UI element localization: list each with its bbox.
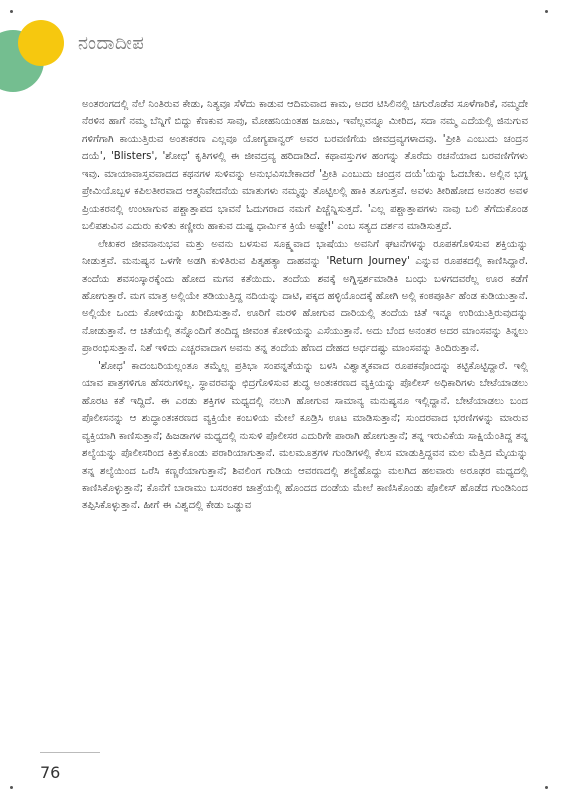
running-header-title: ನಂದಾದೀಪ xyxy=(78,33,145,54)
crop-mark xyxy=(10,10,13,13)
paragraph: ಲೇಖಕರ ಜೀವನಾನುಭವ ಮತ್ತು ಅವನು ಬಳಸುವ ಸೂಕ್ಷ್ಮವಾದ ಭಾಷೆಯು ಅವನಿಗೆ ಘಟನೆಗಳನ್ನು ರೂಪಕಗೊಳಿಸುವ ಶಕ್ತಿಯನ್ನು ನೀಡುತ್ತವೆ. ಮನುಷ್ಯನ ಒಳಗೇ ಅಡಗಿ ಕುಳಿತಿರುವ ಪಿತೃಹತ್ಯಾ ದಾಹವನ್ನು 'Return Journey' ಎನ್ನುವ ರೂಪಕದಲ್ಲಿ ಕಾಣಿಸಿದ್ದಾರೆ. ತಂದೆಯ ಶವಸಂಸ್ಕಾರಕ್ಕೆಂದು ಹೋದ ಮಗನ ಕತೆಯಿದು. ತಂದೆಯ ಶವಕ್ಕೆ ಅಗ್ನಿಸ್ಪರ್ಶಮಾಡಿಕಿ ಬಂಧು ಬಳಗದವರೆಲ್ಲ ಊರ ಕಡೆಗೆ ಹೋಗುತ್ತಾರೆ. ಮಗ ಮಾತ್ರ ಅಲ್ಲಿಯೇ ತಡಿಯುತ್ತಿದ್ದ ನದಿಯನ್ನು ದಾಟಿ, ಪಕ್ಕದ ಹಳ್ಳಿಯೊಂದಕ್ಕೆ ಹೋಗಿ ಅಲ್ಲಿ ಕಂಠಪೂರ್ತಿ ಹೆಂಡ ಕುಡಿಯುತ್ತಾನೆ. ಅಲ್ಲಿಯೇ ಒಂದು ಕೋಳಿಯನ್ನು ಖರೀದಿಸುತ್ತಾನೆ. ಊರಿಗೆ ಮರಳಿ ಹೋಗುವ ದಾರಿಯಲ್ಲಿ ತಂದೆಯ ಚಿತೆ ಇನ್ನೂ ಉರಿಯುತ್ತಿರುವುದನ್ನು ನೋಡುತ್ತಾನೆ. ಆ ಚಿತೆಯಲ್ಲಿ ತನ್ನೊಂದಿಗೆ ತಂದಿದ್ದ ಜೀವಂತ ಕೋಳಿಯನ್ನು ಎಸೆಯುತ್ತಾನೆ. ಅದು ಬೆಂದ ಅನಂತರ ಅದರ ಮಾಂಸವನ್ನು ತಿನ್ನಲು ಪ್ರಾರಂಭಿಸುತ್ತಾನೆ. ನಿಶೆ ಇಳಿದು ಎಚ್ಚರವಾದಾಗ ಅವನು ತನ್ನ ತಂದೆಯ ಹೆಣದ ದೇಹದ ಅರ್ಧದಷ್ಟು ಮಾಂಸವನ್ನು ತಿಂದಿರುತ್ತಾನೆ. xyxy=(82,238,528,355)
paragraph: ಅಂತರಂಗದಲ್ಲಿ ನೆಲೆ ನಿಂತಿರುವ ಕೇಡು, ನಿತ್ಯವೂ ಸೆಳೆದು ಕಾಡುವ ಆದಿಮವಾದ ಕಾಮ, ಅದರ ಟಿಸಿಲಿನಲ್ಲಿ ಚಿಗುರೊಡೆವ ಸೂಳೆಗಾರಿಕೆ, ನಮ್ಮದೇ ನೆರಳಿನ ಹಾಗೆ ನಮ್ಮ ಬೆನ್ನಿಗೆ ಬಿದ್ದು ಕೆಣಕುವ ಸಾವು, ಮೋಹನಿಯಂತಹ ಜೂಜು, ಇವೆಲ್ಲವನ್ನೂ ಮೀರಿದ, ಸದಾ ನಮ್ಮ ಎದೆಯಲ್ಲಿ ಜಿನುಗುವ ಗಳಿಗೆಗಾಗಿ ಕಾಯುತ್ತಿರುವ ಅಂತಃಕರಣ ಎಲ್ಲವೂ ಯೋಗ್ಯಪಾನ್ವರ್ ಅವರ ಬರವಣಿಗೆಯ ಜೀವದ್ರವ್ಯಗಳಾದವು. 'ಪ್ರೀತಿ ಎಂಬುದು ಚಂದ್ರನ ದಯೆ', 'Blisters', 'ಶೋಧ' ಕೃತಿಗಳಲ್ಲಿ ಈ ಜೀವದ್ರವ್ಯ ಹರಿದಾಡಿದೆ. ಕಥಾವಸ್ತುಗಳ ಹಂಗನ್ನು ತೊರೆದು ರಚನೆಯಾದ ಬರವಣಿಗೆಗಳು ಇವು. ಮಾಯಾವಾಸ್ತವವಾದದ ಕಥನಗಳ ಸುಳಿವನ್ನು ಅನುಭವಿಸಬೇಕಾದರೆ 'ಪ್ರೀತಿ ಎಂಬುದು ಚಂದ್ರನ ದಯೆ'ಯನ್ನು ಓದಬೇಕು. ಅಲ್ಲಿನ ಭಗ್ನ ಪ್ರೇಮಿಯೊಬ್ಬಳ ಕಪಿಲತೀರವಾದ ಆತ್ಮನಿವೇದನೆಯ ಮಾತುಗಳು ನಮ್ಮನ್ನು ತೊಟ್ಟಿಲಲ್ಲಿ ಹಾಕಿ ತೂಗುತ್ತವೆ. ಅವಳು ತೀರಿಹೋದ ಅನಂತರ ಅವಳ ಪ್ರಿಯಕರನಲ್ಲಿ ಉಂಟಾಗುವ ಪಶ್ಚಾತ್ತಾಪದ ಭಾವನೆ ಓದುಗರಾದ ನಮಗೆ ಪಿಚ್ಚೆನ್ನಿಸುತ್ತದೆ. 'ಎಲ್ಲ ಪಶ್ಚಾತ್ತಾಪಗಳು ನಾವು ಬಲಿ ತೆಗೆದುಕೊಂಡ ಬಲಿಪಶುವಿನ ಎದುರು ಕುಳಿತು ಕಣ್ಣೀರು ಹಾಕುವ ದುಷ್ಟ ಧಾರ್ಮಿಕ ಕ್ರಿಯೆ ಅಷ್ಟೇ!' ಎಂಬ ಸತ್ಯದ ದರ್ಶನ ಮಾಡಿಸುತ್ತದೆ. xyxy=(82,99,528,233)
paragraph: 'ಶೋಧ' ಕಾದಂಬರಿಯಲ್ಲಂತೂ ತಮ್ಮೆಲ್ಲ ಪ್ರತಿಭಾ ಸಂಪನ್ನತೆಯನ್ನು ಬಳಸಿ ವಿಶ್ವಾತ್ಮಕವಾದ ರೂಪಕವೊಂದನ್ನು ಕಟ್ಟಿಕೊಟ್ಟಿದ್ದಾರೆ. ಇಲ್ಲಿ ಯಾವ ಪಾತ್ರಗಳಿಗೂ ಹೆಸರುಗಳಿಲ್ಲ. ಸ್ಥಾವರವನ್ನು ಛಿದ್ರಗೊಳಿಸುವ ಶುದ್ಧ ಅಂತಃಕರಣದ ವ್ಯಕ್ತಿಯನ್ನು ಪೊಲೀಸ್ ಅಧಿಕಾರಿಗಳು ಬೇಟೆಯಾಡಲು ಹೊರಟ ಕತೆ ಇದ್ದಿದೆ. ಈ ಎರಡು ಶಕ್ತಿಗಳ ಮಧ್ಯದಲ್ಲಿ ನಲುಗಿ ಹೋಗುವ ಸಾಮಾನ್ಯ ಮನುಷ್ಯನೂ ಇಲ್ಲಿದ್ದಾನೆ. ಬೇಟೆಯಾಡಲು ಬಂದ ಪೊಲೀಸನನ್ನು ಆ ಶುದ್ಧಾಂತಃಕರಣದ ವ್ಯಕ್ತಿಯೇ ಕಂಬಳಿಯ ಮೇಲೆ ಕೂಡ್ರಿಸಿ ಊಟ ಮಾಡಿಸುತ್ತಾನೆ; ಸುಂದರವಾದ ಭರಣಿಗಳನ್ನು ಮಾರುವ ವ್ಯಕ್ತಿಯಾಗಿ ಕಾಣಿಸುತ್ತಾನೆ; ಹಿಜಡಾಗಳ ಮಧ್ಯದಲ್ಲಿ ನುಸುಳಿ ಪೊಲೀಸರ ಎದುರಿಗೇ ಪಾರಾಗಿ ಹೋಗುತ್ತಾನೆ; ತನ್ನ ಇರುವಿಕೆಯ ಸಾಕ್ಷಿಯೆಂತಿದ್ದ ತನ್ನ ಶಲ್ಯೆಯನ್ನು ಪೊಲೀಸರಿಂದ ಕಿತ್ತುಕೊಂಡು ಪರಾರಿಯಾಗುತ್ತಾನೆ. ಮಲಮೂತ್ರಗಳ ಗುಂಡಿಗಳಲ್ಲಿ ಕೆಲಸ ಮಾಡುತ್ತಿದ್ದವನ ಮಲ ಮೆತ್ತಿದ ಮೈಯನ್ನು ತನ್ನ ಶಲ್ಯೆಯಿಂದ ಒರೆಸಿ ಕಣ್ಣರೆಯಾಗುತ್ತಾನೆ; ಶಿವಲಿಂಗ ಗುಡಿಯ ಆವರಣದಲ್ಲಿ ಶಲ್ಯೆಹೊದ್ದು ಮಲಗಿದ ಹಲವಾರು ಅರೂಢರ ಮಧ್ಯದಲ್ಲಿ ಕಾಣಿಸಿಕೊಳ್ಳುತ್ತಾನೆ; ಕೊನೆಗೆ ಬಾರಾಮು ಬಸರಂಕರ ಜಾತ್ರೆಯಲ್ಲಿ ಹೊಂದದ ದಂಡೆಯ ಮೇಲೆ ಕಾಣಿಸಿಕೊಂಡು ಪೊಲೀಸ್ ಹೊಡೆದ ಗುಂಡಿನಿಂದ ತಪ್ಪಿಸಿಕೊಳ್ಳುತ್ತಾನೆ. ಹೀಗೆ ಈ ವಿಶ್ವದಲ್ಲಿ ಕೇಡು ಒಡ್ಡುವ xyxy=(82,360,528,512)
crop-mark xyxy=(10,786,13,789)
crop-mark xyxy=(545,786,548,789)
footer-rule xyxy=(40,752,100,753)
page-number: 76 xyxy=(40,763,61,782)
crop-mark xyxy=(545,10,548,13)
body-text xyxy=(82,96,528,746)
